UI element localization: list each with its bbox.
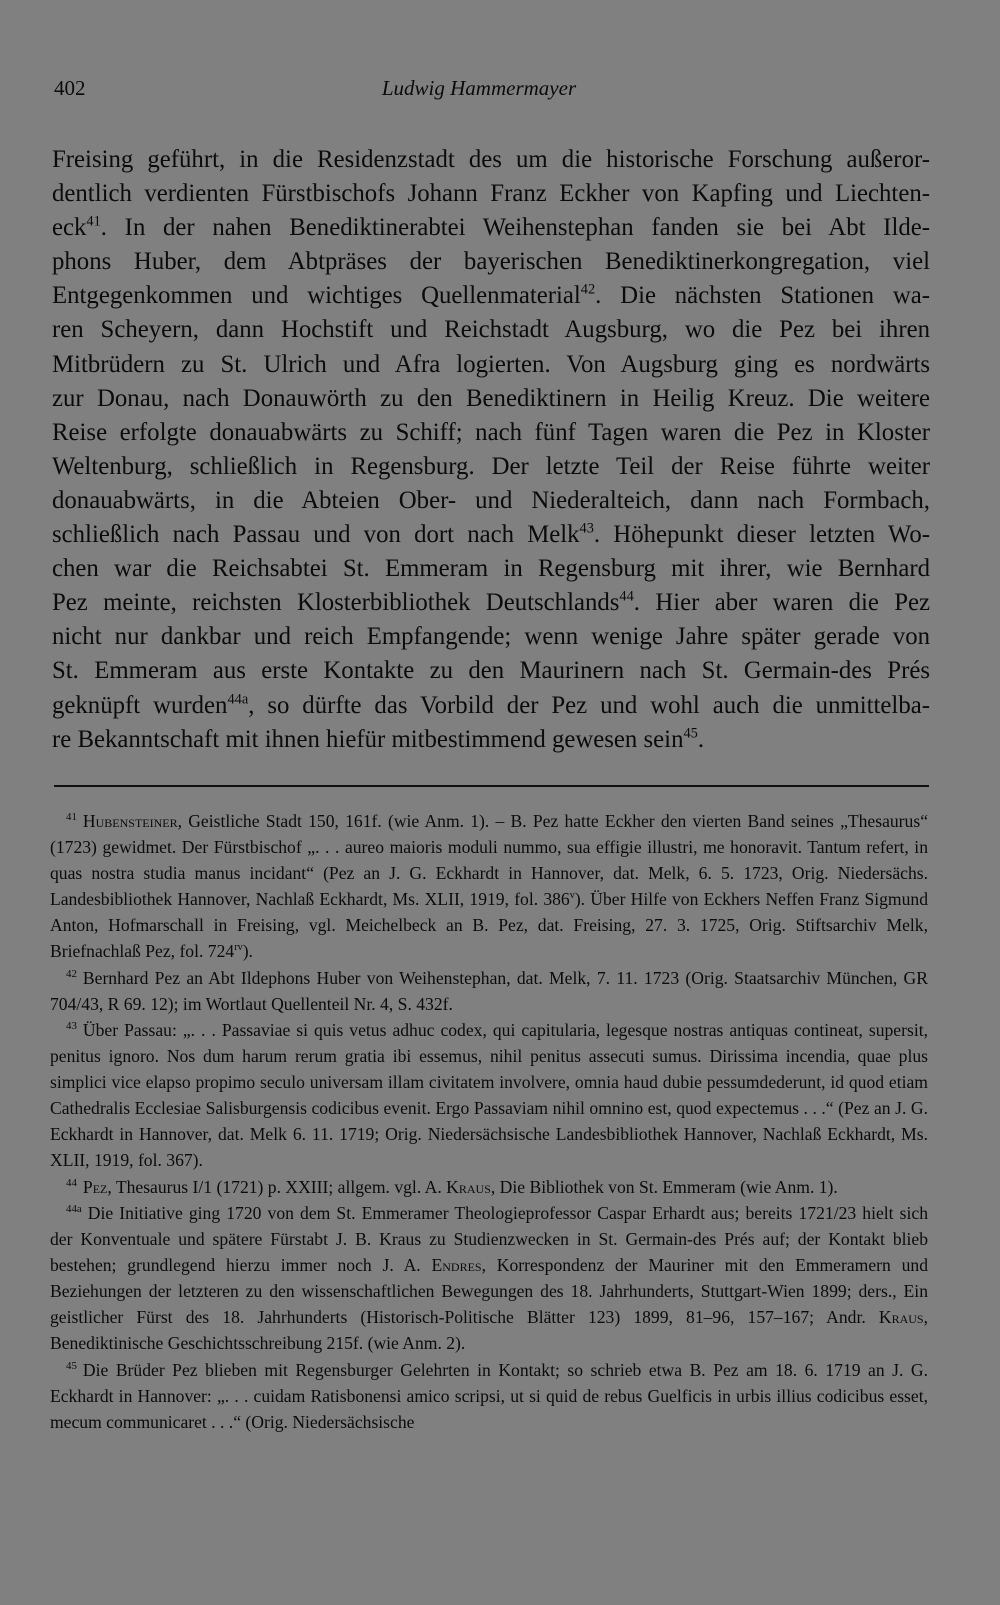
footnote-ref-44: 44 [619, 588, 634, 605]
text-line: schließlich nach Passau und von dort nach Melk$^{43}$. Höhepunkt dieser letzten Wo- [52, 520, 930, 549]
text-line: eck$^{41}$. In der nahen Benediktinerabtei Weihenstephan fanden sie bei Abt Ilde- [52, 213, 930, 242]
footnote-ref-45: 45 [683, 725, 698, 742]
footnote-mark: 44 [66, 1176, 77, 1189]
footnote-ref-41: 41 [86, 213, 101, 230]
text-line: ren Scheyern, dann Hochstift und Reichstadt Augsburg, wo die Pez bei ihren [52, 316, 930, 344]
text-line: St. Emmeram aus erste Kontakte zu den Maurinern nach St. Germain-des Prés [52, 657, 930, 685]
author-name: Kraus [878, 1307, 924, 1327]
footnote-43: $^{43}$ Über Passau: „. . . Passaviae si quis vetus adhuc codex, qui capitularia, legesque nostras antiquas contineat, supersit, penitus ignoro. Nos dum harum rerum gratia ibi essemus, nihil penitus assecuti sumus. Dirissima incendia, quae plus simplici vice elapso propimo seculo universam illam civitatem involvere, omnia haud dubie pessumdederunt, id quod etiam Cathedralis Ecclesiae Salisburgensis codicibus evenit. Ergo Passaviam nihil omnino est, quod expectemus . . .“ (Pez an J. G. Eckhardt in Hannover, dat. Melk 6. 11. 1719; Orig. Niedersächsische Landesbibliothek Hannover, Nachlaß Eckhardt, Ms. XLII, 1919, fol. 367). [50, 1020, 928, 1170]
running-title: Ludwig Hammermayer [381, 76, 577, 100]
footnote-mark: 44a [66, 1203, 82, 1216]
text-line: zur Donau, nach Donauwörth zu den Benediktinern in Heilig Kreuz. Die weitere [52, 384, 930, 412]
footnote-41: $^{41}$ Hubensteiner, Geistliche Stadt 150, 161f. (wie Anm. 1). – B. Pez hatte Eckher den vierten Band seines „Thesaurus“ (1723) gewidmet. Der Fürstbischof „. . . aureo maioris moduli nummo, sua effigie illustri, me honoravit. Tantum refert, in quas nostra studia manus incidant“ (Pez an J. G. Eckhardt in Hannover, dat. Melk, 6. 5. 1723, Orig. Niedersächs. Landesbibliothek Hannover, Nachlaß Eckhardt, Ms. XLII, 1919, fol. 386$^v$). Über Hilfe von Eckhers Neffen Franz Sigmund Anton, Hofmarschall in Freising, vgl. Meichelbeck an B. Pez, dat. Freising, 27. 3. 1725, Orig. Stiftsarchiv Melk, Briefnachlaß Pez, fol. $724^{rv}$). [50, 811, 929, 961]
text-line: Reise erfolgte donauabwärts zu Schiff; nach fünf Tagen waren die Pez in Kloster [52, 418, 930, 446]
footnote-42: $^{42}$ Bernhard Pez an Abt Ildephons Huber von Weihenstephan, dat. Melk, 7. 11. 1723 (Orig. Staatsarchiv München, GR 704/43, R 69. 12); im Wortlaut Quellenteil Nr. 4, S. 432f. [50, 967, 928, 1014]
footnote-ref-43: 43 [579, 520, 594, 537]
text-line: Entgegenkommen und wichtiges Quellenmaterial$^{42}$. Die nächsten Stationen wa- [52, 282, 930, 310]
text-line: dentlich verdienten Fürstbischofs Johann Franz Eckher von Kapfing und Liechten- [52, 180, 930, 208]
footnote-44: $^{44}$ Pez, Thesaurus I/1 (1721) p. XXIII; allgem. vgl. A. Kraus, Die Bibliothek von St. Emmeram (wie Anm. 1). [66, 1176, 838, 1197]
author-name: Endres [431, 1255, 482, 1275]
footnotes [50, 808, 928, 1435]
main-text [52, 143, 930, 757]
footnote-mark: 41 [66, 811, 77, 824]
footnote-ref-44a: 44a [227, 691, 249, 708]
text-line: Weltenburg, schließlich in Regensburg. Der letzte Teil der Reise führte weiter [52, 452, 930, 480]
page-number: 402 [54, 76, 86, 100]
page-header [54, 76, 904, 106]
footnote-mark: 45 [66, 1359, 77, 1372]
text-line: re Bekanntschaft mit ihnen hiefür mitbestimmend gewesen sein$^{45}$. [52, 725, 705, 753]
text-line: geknüpft wurden$^{44a}$, so dürfte das Vorbild der Pez und wohl auch die unmittelba- [52, 691, 930, 719]
footnote-ref-42: 42 [580, 282, 596, 299]
footnote-separator [54, 785, 929, 787]
footnote-mark: 42 [66, 967, 77, 980]
footnote-44a: $^{44a}$ Die Initiative ging 1720 von dem St. Emmeramer Theologieprofessor Caspar Erhardt aus; bereits 1721/23 hielt sich der Konventuale und spätere Fürstabt J. B. Kraus zu Studienzwecken in St. Germain-des Prés auf; der Kontakt blieb bestehen; grundlegend hierzu immer noch J. A. Endres, Korrespondenz der Mauriner mit den Emmeramern und Beziehungen der letzteren zu den wissenschaftlichen Bewegungen des 18. Jahrhunderts, Stuttgart-Wien 1899; ders., Ein geistlicher Fürst des 18. Jahrhunderts (Historisch-Politische Blätter 123) 1899, 81–96, 157–167; Andr. Kraus, Benediktinische Geschichtsschreibung 215f. (wie Anm. 2). [50, 1203, 929, 1353]
footnote-45: $^{45}$ Die Brüder Pez blieben mit Regensburger Gelehrten in Kontakt; so schrieb etwa B. Pez am 18. 6. 1719 an J. G. Eckhardt in Hannover: „. . . cuidam Ratisbonensi amico scripsi, ut si quid de rebus Guelficis in urbis illius codicibus esset, mecum communicaret . . .“ (Orig. Niedersächsische [50, 1359, 928, 1432]
text-line: phons Huber, dem Abtpräses der bayerischen Benediktinerkongregation, viel [52, 248, 930, 276]
text-line: nicht nur dankbar und reich Empfangende; wenn wenige Jahre später gerade von [52, 623, 930, 651]
footnote-mark: 43 [66, 1020, 77, 1033]
text-line: Pez meinte, reichsten Klosterbibliothek Deutschlands$^{44}$. Hier aber waren die Pez [52, 588, 930, 617]
text-line: Mitbrüdern zu St. Ulrich und Afra logierten. Von Augsburg ging es nordwärts [52, 350, 930, 378]
author-name: Hubensteiner [82, 811, 178, 831]
author-name: Kraus [446, 1176, 491, 1197]
author-name: Pez [82, 1176, 108, 1197]
text-line: donauabwärts, in die Abteien Ober- und Niederalteich, dann nach Formbach, [52, 486, 930, 514]
text-line: chen war die Reichsabtei St. Emmeram in Regensburg mit ihrer, wie Bernhard [52, 555, 930, 583]
text-line: Freising geführt, in die Residenzstadt des um die historische Forschung außeror- [52, 146, 930, 173]
